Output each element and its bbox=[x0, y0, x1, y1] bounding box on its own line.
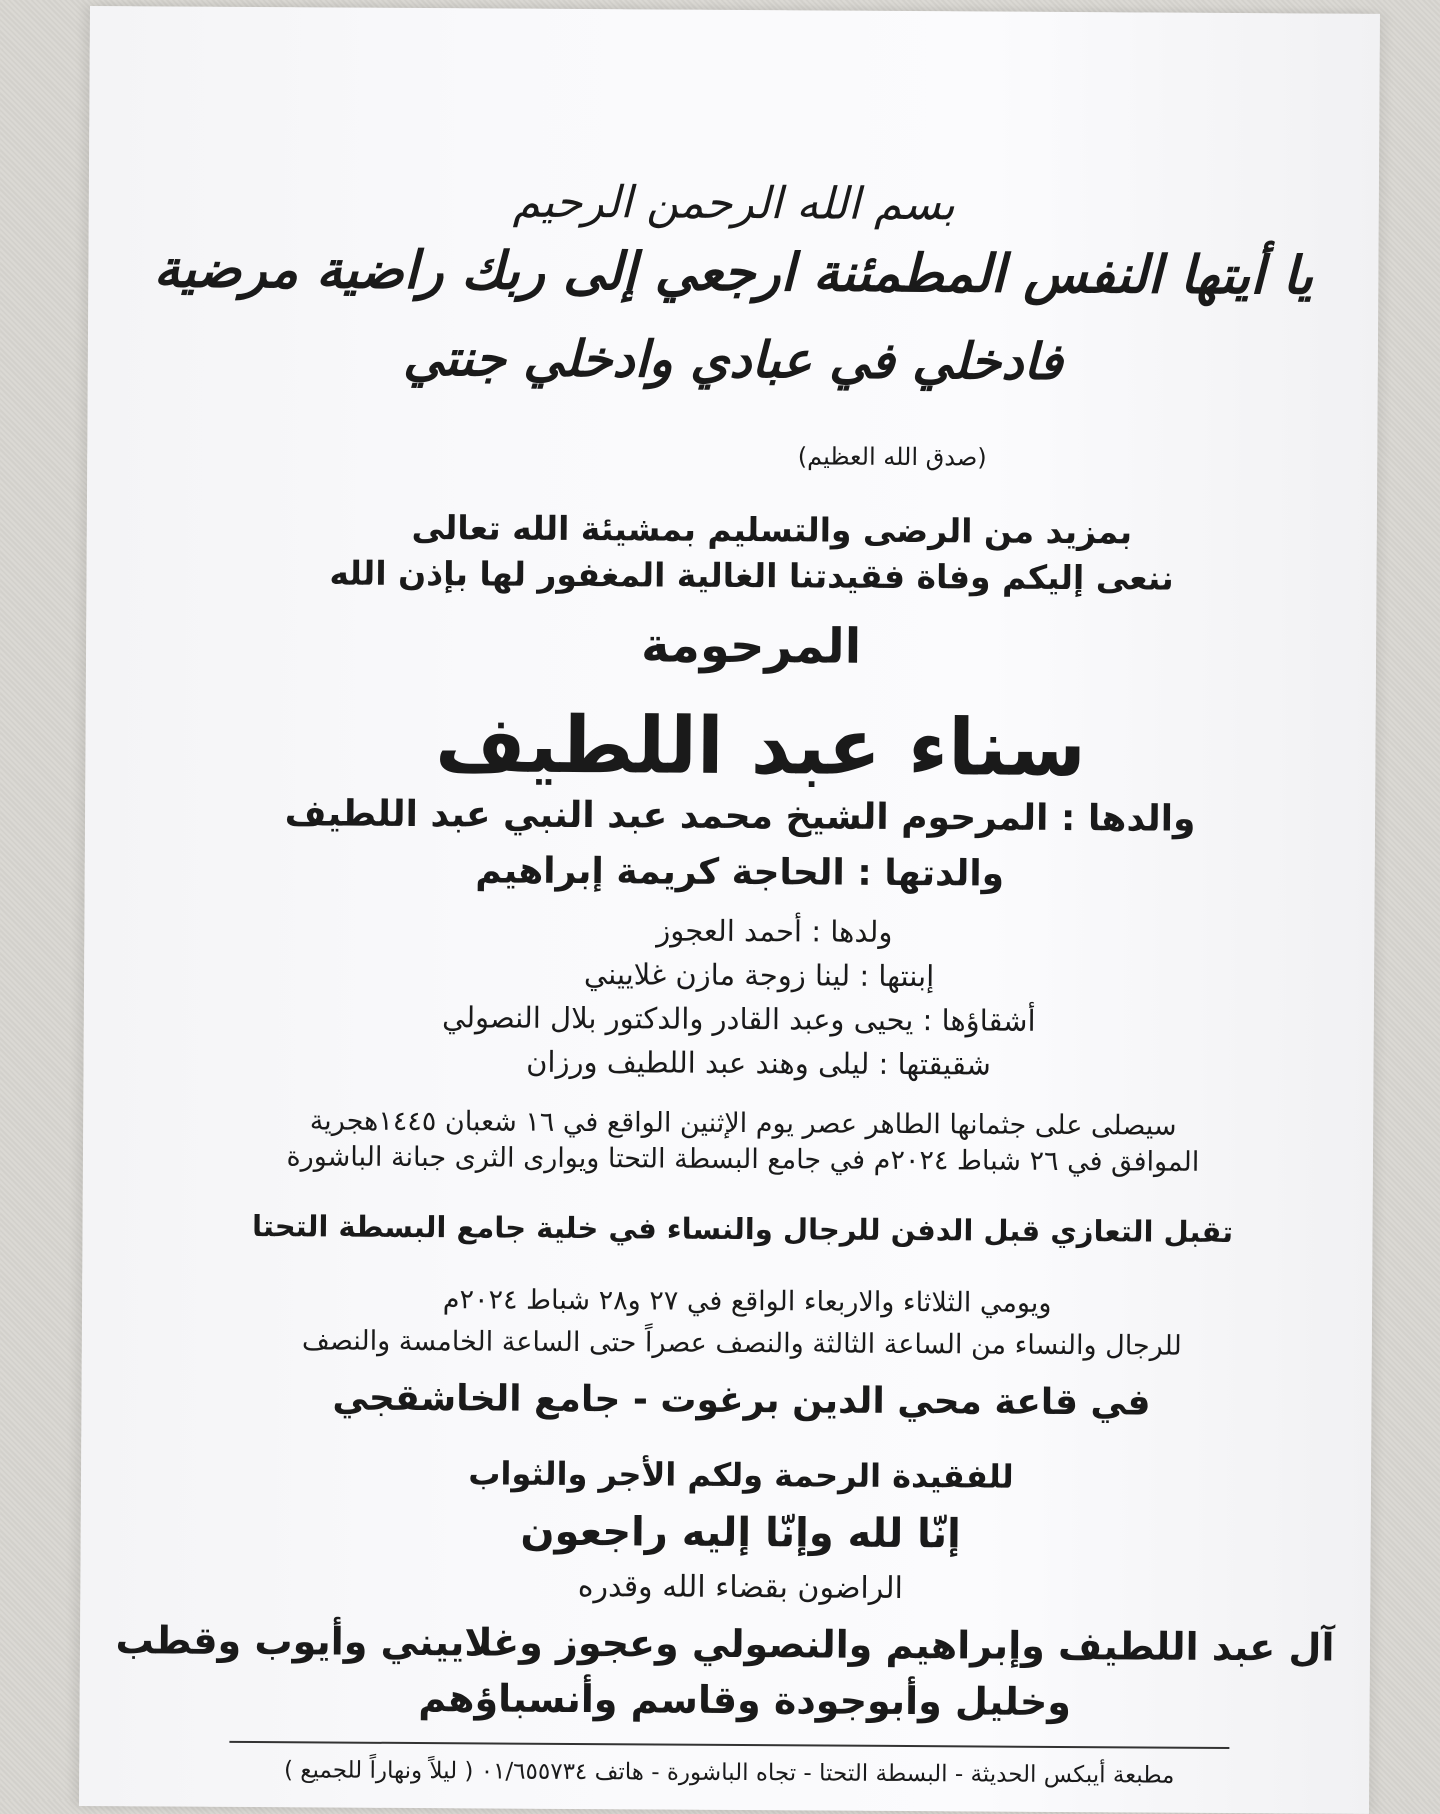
inna-lillah-line: إنّا لله وإنّا إليه راجعون bbox=[520, 1508, 961, 1558]
daughter-line: إبنتها : لينا زوجة مازن غلاييني bbox=[583, 957, 935, 994]
marhuma-label: المرحومة bbox=[640, 617, 862, 675]
obituary-content bbox=[90, 6, 1380, 1789]
sadaq-allah: (صدق الله العظيم) bbox=[797, 442, 987, 472]
father-line: والدها : المرحوم الشيخ محمد عبد النبي عبد اللطيف bbox=[284, 793, 1196, 840]
condolence-hall: في قاعة محي الدين برغوت - جامع الخاشقجي bbox=[332, 1377, 1151, 1424]
obituary-paper bbox=[79, 6, 1380, 1814]
printer-footer: مطبعة أيبكس الحديثة - البسطة التحتا - تجاه الباشورة - هاتف ٠١/٦٥٥٧٣٤ ( ليلاً ونهاراً للجميع ) bbox=[283, 1757, 1175, 1789]
funeral-line-2: الموافق في ٢٦ شباط ٢٠٢٤م في جامع البسطة التحتا ويوارى الثرى جبانة الباشورة bbox=[286, 1141, 1200, 1178]
condolence-line: تقبل التعازي قبل الدفن للرجال والنساء في خلية جامع البسطة التحتا bbox=[251, 1209, 1234, 1250]
sisters-line: شقيقتها : ليلى وهند عبد اللطيف ورزان bbox=[526, 1044, 992, 1082]
family-line-1: آل عبد اللطيف وإبراهيم والنصولي وعجوز وغلاييني وأيوب وقطب bbox=[115, 1618, 1335, 1670]
mercy-line: للفقيدة الرحمة ولكم الأجر والثواب bbox=[468, 1454, 1014, 1496]
son-line: ولدها : أحمد العجوز bbox=[656, 913, 893, 949]
deceased-name: سناء عبد اللطيف bbox=[434, 700, 1087, 795]
footer-divider bbox=[229, 1741, 1229, 1749]
radun-line: الراضون بقضاء الله وقدره bbox=[577, 1569, 903, 1606]
intro-line-2: ننعى إليكم وفاة فقيدتنا الغالية المغفور لها بإذن الله bbox=[329, 553, 1174, 598]
condolence-days-line-1: ويومي الثلاثاء والاربعاء الواقع في ٢٧ و٢٨ شباط ٢٠٢٤م bbox=[442, 1284, 1052, 1319]
quran-verse-line-1: يا أيتها النفس المطمئنة ارجعي إلى ربك راضية مرضية bbox=[153, 238, 1314, 307]
quran-verse-line-2: فادخلي في عبادي وادخلي جنتي bbox=[402, 327, 1063, 391]
basmala: بسم الله الرحمن الرحيم bbox=[512, 176, 956, 231]
brothers-line: أشقاؤها : يحيى وعبد القادر والدكتور بلال النصولي bbox=[441, 1000, 1036, 1038]
funeral-line-1: سيصلى على جثمانها الطاهر عصر يوم الإثنين الواقع في ١٦ شعبان ١٤٤٥هجرية bbox=[309, 1105, 1177, 1142]
condolence-days-line-2: للرجال والنساء من الساعة الثالثة والنصف عصراً حتى الساعة الخامسة والنصف bbox=[301, 1325, 1182, 1362]
intro-line-1: بمزيد من الرضى والتسليم بمشيئة الله تعالى bbox=[411, 507, 1133, 552]
mother-line: والدتها : الحاجة كريمة إبراهيم bbox=[475, 850, 1005, 895]
family-line-2: وخليل وأبوجودة وقاسم وأنسباؤهم bbox=[418, 1676, 1072, 1725]
